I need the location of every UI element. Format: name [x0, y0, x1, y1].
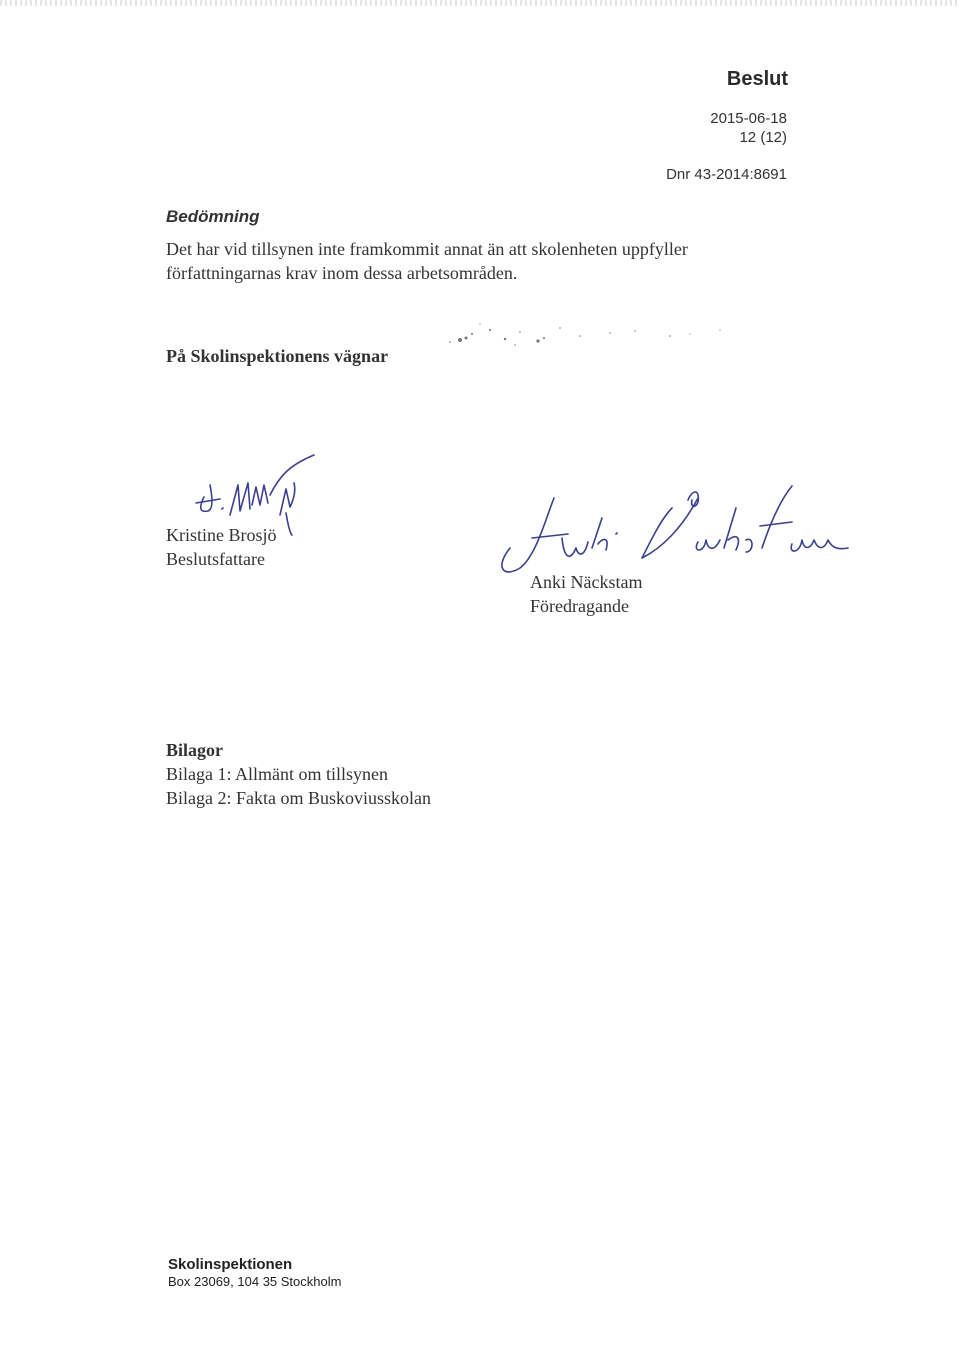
- signature-anki-nackstam: [492, 478, 852, 578]
- footer-organization: Skolinspektionen: [168, 1256, 293, 1273]
- attachment-item: Bilaga 2: Fakta om Buskoviusskolan: [166, 788, 431, 808]
- document-type: Beslut: [726, 68, 788, 90]
- diary-number: Dnr 43-2014:8691: [666, 166, 787, 183]
- assessment-text: Det har vid tillsynen inte framkommit annat än att skolenheten uppfyller författningarnas krav inom dessa arbetsområden.: [166, 239, 688, 283]
- on-behalf-line: På Skolinspektionens vägnar: [166, 346, 389, 366]
- signer-role: Föredragande: [530, 596, 629, 616]
- attachment-item: Bilaga 1: Allmänt om tillsynen: [166, 764, 388, 784]
- signer-role: Beslutsfattare: [166, 549, 265, 569]
- scan-edge-artifact: [0, 0, 960, 6]
- document-date: 2015-06-18: [710, 110, 787, 127]
- page-number: 12 (12): [739, 129, 787, 146]
- signer-name: Kristine Brosjö: [166, 525, 277, 545]
- scan-speckles: [420, 312, 750, 352]
- signer-name: Anki Näckstam: [530, 572, 643, 592]
- footer-address: Box 23069, 104 35 Stockholm: [168, 1274, 342, 1289]
- attachments-heading: Bilagor: [166, 740, 223, 760]
- assessment-heading: Bedömning: [166, 207, 260, 226]
- signature-kristine-brosjo: [190, 455, 320, 535]
